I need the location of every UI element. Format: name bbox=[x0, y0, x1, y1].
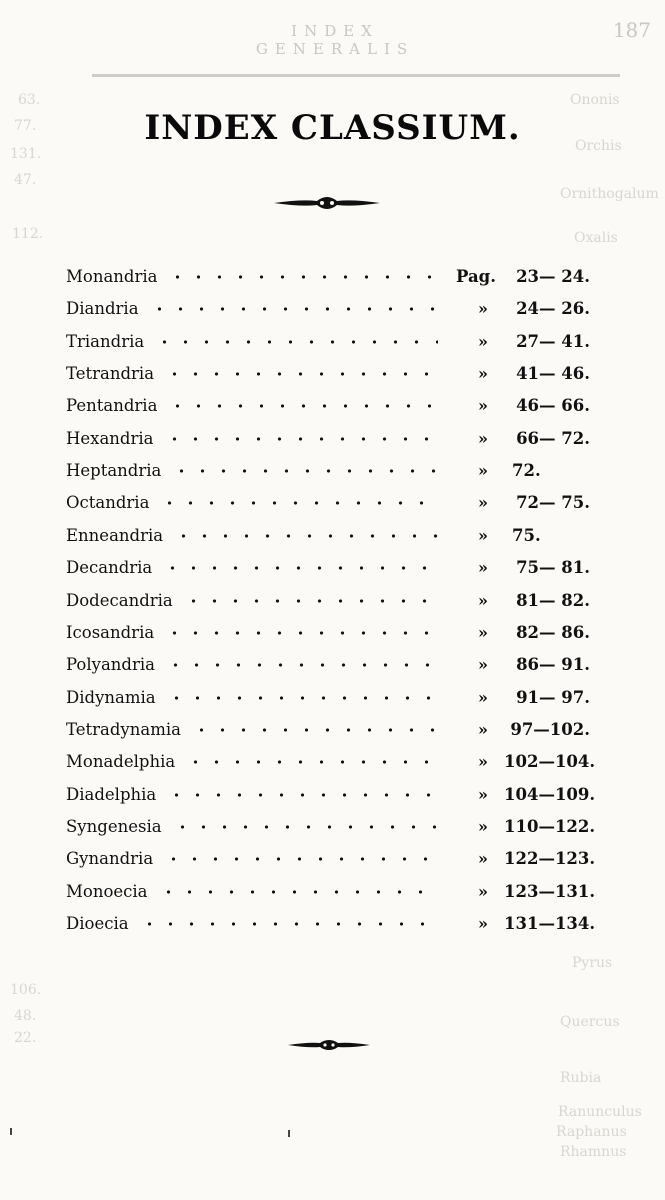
show-through-number: 77. bbox=[14, 118, 37, 134]
class-name: Enneandria bbox=[66, 525, 164, 545]
dot-leader bbox=[167, 467, 438, 475]
page-range: 86— 91. bbox=[516, 655, 590, 675]
class-name: Monandria bbox=[66, 267, 158, 286]
class-name: Heptandria bbox=[66, 461, 162, 481]
show-through-number: 22. bbox=[14, 1030, 37, 1046]
show-through-number: 63. bbox=[18, 92, 41, 108]
dot-leader bbox=[160, 370, 438, 378]
index-entry bbox=[66, 621, 626, 645]
class-name: Tetradynamia bbox=[66, 719, 181, 739]
page-range: 131—134. bbox=[504, 914, 596, 933]
show-through-number: 131. bbox=[10, 146, 42, 162]
page-range: 97—102. bbox=[510, 719, 590, 739]
ditto-mark: » bbox=[478, 784, 488, 804]
page-range: 72— 75. bbox=[516, 493, 590, 513]
index-entry bbox=[66, 912, 626, 936]
index-entry bbox=[66, 718, 626, 742]
page-range: 41— 46. bbox=[516, 364, 590, 384]
index-entry bbox=[66, 750, 626, 774]
page-title: INDEX CLASSIUM. bbox=[144, 108, 521, 148]
index-entry bbox=[66, 491, 626, 515]
dot-leader bbox=[161, 661, 438, 669]
dot-leader bbox=[135, 920, 438, 928]
dot-leader bbox=[154, 888, 438, 896]
dot-leader bbox=[162, 791, 438, 799]
dot-leader bbox=[160, 435, 439, 443]
show-through-number: 106. bbox=[10, 982, 42, 998]
dot-leader bbox=[159, 855, 438, 863]
ditto-mark: » bbox=[478, 590, 488, 610]
page-range: 24— 26. bbox=[516, 299, 590, 319]
dot-leader bbox=[145, 305, 438, 313]
margin-mark bbox=[288, 1130, 290, 1137]
running-head: INDEX GENERALIS bbox=[255, 22, 415, 58]
show-through-text: Oxalis bbox=[574, 230, 618, 246]
page-range: 102—104. bbox=[504, 752, 596, 772]
index-entry bbox=[66, 847, 626, 871]
index-entry bbox=[66, 427, 626, 451]
class-name: Polyandria bbox=[66, 655, 155, 675]
class-name: Monadelphia bbox=[66, 752, 176, 772]
class-name: Monoecia bbox=[66, 881, 148, 901]
dot-leader bbox=[162, 694, 438, 702]
show-through-text: Ononis bbox=[570, 92, 620, 108]
class-name: Hexandria bbox=[66, 428, 154, 448]
ditto-mark: » bbox=[478, 881, 488, 901]
ditto-mark: » bbox=[478, 331, 488, 351]
page-range: 27— 41. bbox=[516, 331, 590, 351]
index-entry bbox=[66, 556, 626, 580]
dot-leader bbox=[155, 499, 438, 507]
page-range: 23— 24. bbox=[516, 267, 590, 286]
dot-leader bbox=[163, 273, 438, 281]
dot-leader bbox=[150, 338, 438, 346]
ditto-mark: » bbox=[478, 849, 488, 869]
index-entry bbox=[66, 459, 626, 483]
ditto-mark: » bbox=[478, 364, 488, 384]
index-entry bbox=[66, 589, 626, 613]
show-through-text: Pyrus bbox=[572, 955, 613, 971]
class-name: Dodecandria bbox=[66, 590, 173, 610]
ditto-mark: » bbox=[478, 558, 488, 578]
page-range: 122—123. bbox=[504, 849, 596, 869]
page-range: 81— 82. bbox=[516, 590, 590, 610]
page-range: 46— 66. bbox=[516, 396, 590, 416]
page-range: 110—122. bbox=[504, 816, 596, 836]
index-entry bbox=[66, 265, 626, 289]
ditto-mark: » bbox=[478, 655, 488, 675]
index-entry bbox=[66, 524, 626, 548]
index-entry bbox=[66, 362, 626, 386]
class-name: Syngenesia bbox=[66, 816, 162, 836]
dot-leader bbox=[187, 726, 438, 734]
show-through-text: Rubia bbox=[560, 1070, 602, 1086]
class-name: Decandria bbox=[66, 558, 153, 578]
ditto-mark: » bbox=[478, 428, 488, 448]
dot-leader bbox=[168, 823, 438, 831]
show-through-number: 47. bbox=[14, 172, 37, 188]
pag-label: Pag. bbox=[456, 267, 496, 286]
index-entry bbox=[66, 815, 626, 839]
dot-leader bbox=[179, 597, 438, 605]
ditto-mark: » bbox=[478, 687, 488, 707]
show-through-text: Ranunculus bbox=[558, 1104, 642, 1120]
class-name: Dioecia bbox=[66, 914, 129, 933]
ditto-mark: » bbox=[478, 622, 488, 642]
show-through-text: Quercus bbox=[560, 1014, 620, 1030]
page-range: 91— 97. bbox=[516, 687, 590, 707]
class-name: Pentandria bbox=[66, 396, 158, 416]
index-entry bbox=[66, 783, 626, 807]
class-name: Diadelphia bbox=[66, 784, 157, 804]
class-name: Didynamia bbox=[66, 687, 156, 707]
dot-leader bbox=[169, 532, 438, 540]
dot-leader bbox=[181, 758, 438, 766]
ditto-mark: » bbox=[478, 719, 488, 739]
page-range: 75. bbox=[512, 525, 541, 545]
index-entry bbox=[66, 880, 626, 904]
ditto-mark: » bbox=[478, 525, 488, 545]
ditto-mark: » bbox=[478, 914, 488, 933]
show-through-text: Orchis bbox=[575, 138, 622, 154]
show-through-text: Raphanus bbox=[556, 1124, 627, 1140]
ditto-mark: » bbox=[478, 396, 488, 416]
ditto-mark: » bbox=[478, 493, 488, 513]
index-entry bbox=[66, 394, 626, 418]
class-name: Diandria bbox=[66, 299, 139, 319]
page-range: 82— 86. bbox=[516, 622, 590, 642]
ditto-mark: » bbox=[478, 752, 488, 772]
class-name: Icosandria bbox=[66, 622, 155, 642]
dot-leader bbox=[158, 564, 438, 572]
class-name: Tetrandria bbox=[66, 364, 155, 384]
index-entry bbox=[66, 297, 626, 321]
margin-mark bbox=[10, 1128, 12, 1135]
ditto-mark: » bbox=[478, 461, 488, 481]
page-range: 66— 72. bbox=[516, 428, 590, 448]
index-entry bbox=[66, 686, 626, 710]
class-name: Octandria bbox=[66, 493, 150, 513]
ditto-mark: » bbox=[478, 299, 488, 319]
page-range: 123—131. bbox=[504, 881, 596, 901]
show-through-number: 48. bbox=[14, 1008, 37, 1024]
dot-leader bbox=[160, 629, 438, 637]
index-entry bbox=[66, 330, 626, 354]
page-number: 187 bbox=[612, 18, 651, 42]
class-name: Gynandria bbox=[66, 849, 154, 869]
class-name: Triandria bbox=[66, 331, 145, 351]
ornament-divider-icon bbox=[286, 1037, 372, 1053]
dot-leader bbox=[163, 402, 438, 410]
show-through-text: Rhamnus bbox=[560, 1144, 627, 1160]
ditto-mark: » bbox=[478, 816, 488, 836]
page-range: 72. bbox=[512, 461, 541, 481]
show-through-number: 112. bbox=[12, 226, 44, 242]
index-entry bbox=[66, 653, 626, 677]
page-range: 104—109. bbox=[504, 784, 596, 804]
page-range: 75— 81. bbox=[516, 558, 590, 578]
show-through-text: Ornithogalum bbox=[560, 186, 659, 202]
